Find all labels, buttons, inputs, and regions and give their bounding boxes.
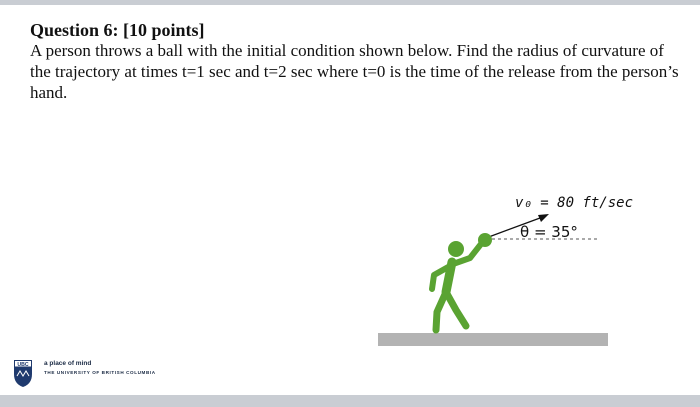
- university-name: THE UNIVERSITY OF BRITISH COLUMBIA: [44, 370, 156, 375]
- ubc-logo-text: UBC: [17, 361, 29, 368]
- person-head: [448, 241, 464, 257]
- person-front-leg: [446, 292, 466, 326]
- velocity-arrow-head: [538, 214, 549, 222]
- question-title: Question 6: [10 points]: [30, 20, 205, 40]
- throw-diagram: [370, 190, 670, 355]
- person-back-leg: [436, 292, 446, 330]
- launch-angle-label: θ = 35°: [520, 223, 578, 241]
- bottom-border: [0, 395, 700, 407]
- question-text: A person throws a ball with the initial condition shown below. Find the radius of curvature of the trajectory at times t=1 sec and t=2 sec where t=0 is the time of the release from the person’s hand.: [30, 41, 679, 102]
- person-figure: [432, 233, 492, 330]
- ground: [378, 333, 608, 346]
- initial-velocity-label: v₀ = 80 ft/sec: [515, 195, 634, 211]
- ubc-tagline: a place of mind: [44, 360, 92, 367]
